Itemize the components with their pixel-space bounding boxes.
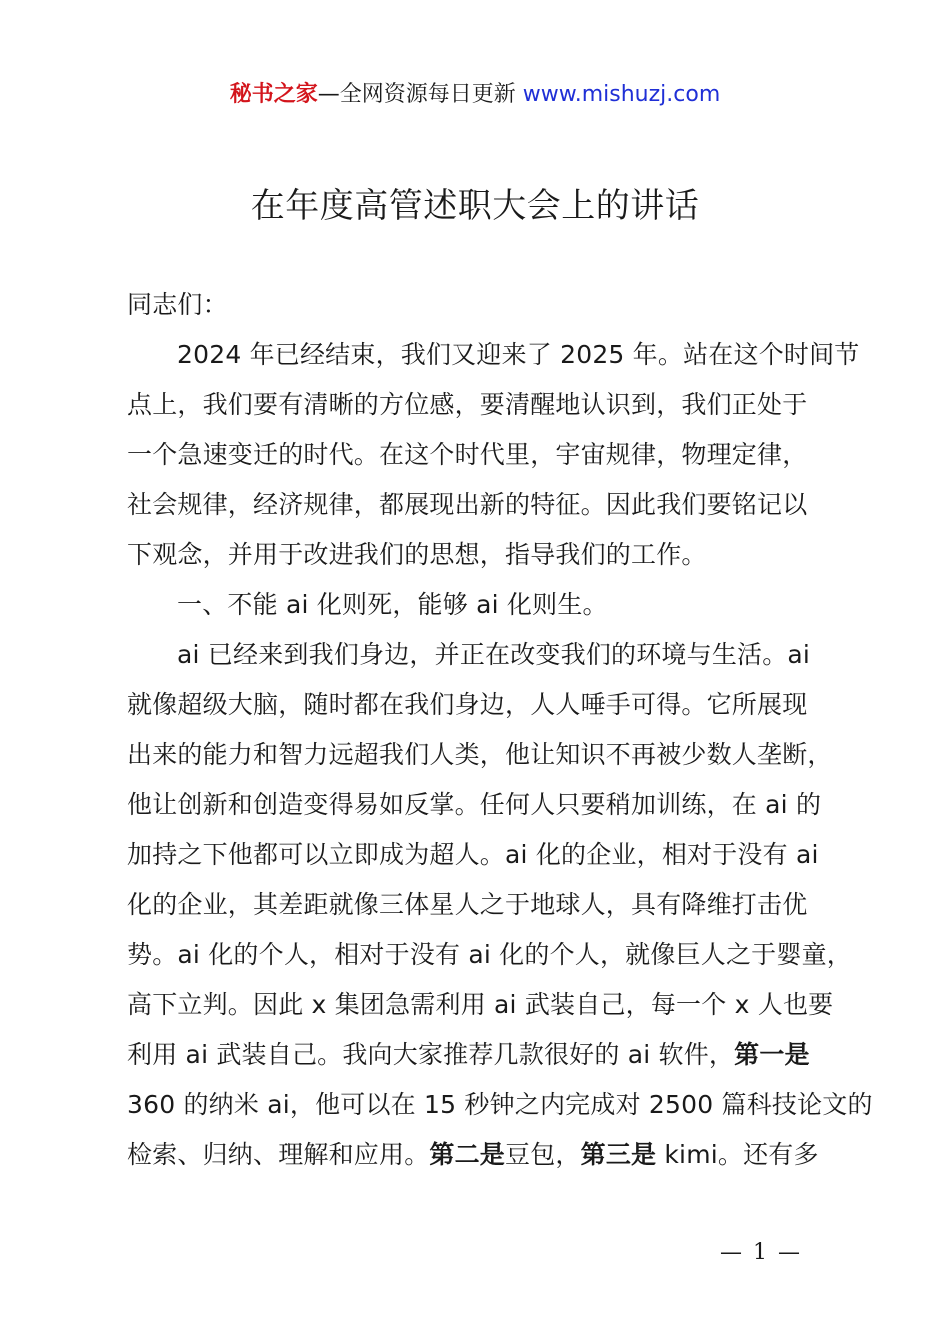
paragraph-line: 他让创新和创造变得易如反掌。任何人只要稍加训练，在 ai 的	[127, 790, 822, 819]
paragraph-line: ai 已经来到我们身边，并正在改变我们的环境与生活。ai	[177, 640, 811, 669]
brand-name: 秘书之家	[229, 82, 318, 107]
header-tagline: —全网资源每日更新	[317, 82, 516, 107]
paragraph-line: 2024 年已经结束，我们又迎来了 2025 年。站在这个时间节	[177, 340, 860, 369]
paragraph-line: 下观念，并用于改进我们的思想，指导我们的工作。	[127, 540, 707, 569]
paragraph-line: 一个急速变迁的时代。在这个时代里，宇宙规律，物理定律，	[127, 440, 808, 469]
paragraph-line: 高下立判。因此 x 集团急需利用 ai 武装自己，每一个 x 人也要	[127, 990, 834, 1019]
line-text: 检索、归纳、理解和应用。	[127, 1140, 430, 1169]
section-heading: 一、不能 ai 化则死，能够 ai 化则生。	[177, 590, 608, 619]
salutation	[127, 280, 847, 330]
paragraph-line	[127, 1130, 847, 1180]
line-text: 豆包，	[505, 1140, 581, 1169]
document-body	[127, 330, 873, 1180]
paragraph-line: 势。ai 化的个人，相对于没有 ai 化的个人，就像巨人之于婴童，	[127, 940, 852, 969]
paragraph-line: 出来的能力和智力远超我们人类，他让知识不再被少数人垄断，	[127, 740, 833, 769]
paragraph-line: 就像超级大脑，随时都在我们身边，人人唾手可得。它所展现	[127, 690, 808, 719]
bold-second-label: 第二是	[429, 1140, 506, 1169]
paragraph-line	[127, 1030, 847, 1080]
bold-third-label: 第三是	[580, 1140, 657, 1169]
line-text: 利用 ai 武装自己。我向大家推荐几款很好的 ai 软件，	[127, 1040, 735, 1069]
paragraph-line: 化的企业，其差距就像三体星人之于地球人，具有降维打击优	[127, 890, 808, 919]
site-header	[0, 80, 950, 110]
bold-first-label: 第一是	[734, 1040, 810, 1069]
document-title: 在年度高管述职大会上的讲话	[250, 186, 700, 226]
line-text: kimi。还有多	[656, 1140, 819, 1169]
paragraph-line: 360 的纳米 ai，他可以在 15 秒钟之内完成对 2500 篇科技论文的	[127, 1090, 873, 1119]
paragraph-line: 社会规律，经济规律，都展现出新的特征。因此我们要铭记以	[127, 490, 808, 519]
site-url-link[interactable]: www.mishuzj.com	[522, 82, 721, 107]
page-number: — 1 —	[720, 1240, 802, 1265]
paragraph-line: 加持之下他都可以立即成为超人。ai 化的企业，相对于没有 ai	[127, 840, 819, 869]
paragraph-line: 点上，我们要有清晰的方位感，要清醒地认识到，我们正处于	[127, 390, 808, 419]
salutation-text: 同志们：	[127, 290, 228, 319]
